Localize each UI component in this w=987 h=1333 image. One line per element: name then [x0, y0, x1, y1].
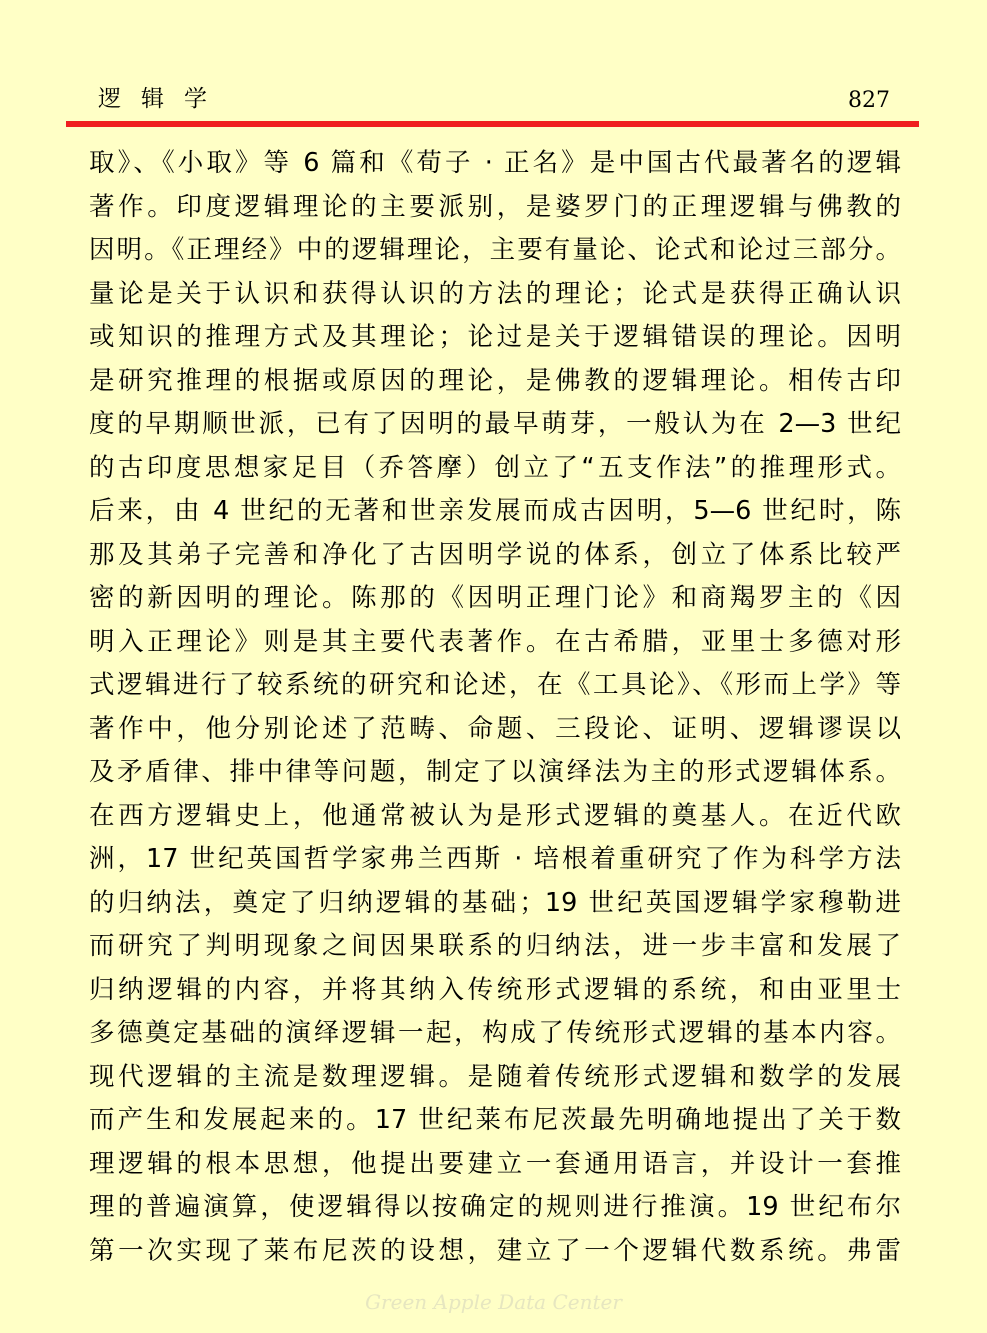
- watermark: Green Apple Data Center: [365, 1290, 622, 1314]
- text-line: 洲，17 世纪英国哲学家弗兰西斯 · 培根着重研究了作为科学方法: [89, 844, 901, 874]
- header-title: 逻辑学: [98, 86, 227, 112]
- text-line: 量论是关于认识和获得认识的方法的理论；论式是获得正确认识: [89, 278, 901, 309]
- text-line: 的归纳法，奠定了归纳逻辑的基础；19 世纪英国逻辑学家穆勒进: [89, 887, 901, 918]
- running-header: [98, 84, 890, 120]
- text-line: 及矛盾律、排中律等问题，制定了以演绎法为主的形式逻辑体系。: [89, 757, 901, 787]
- text-line: 因明。《正理经》中的逻辑理论，主要有量论、论式和论过三部分。: [89, 235, 901, 265]
- text-line: 是研究推理的根据或原因的理论，是佛教的逻辑理论。相传古印: [89, 365, 901, 396]
- text-line: 而产生和发展起来的。17 世纪莱布尼茨最先明确地提出了关于数: [89, 1105, 901, 1135]
- header-rule: [66, 121, 919, 127]
- text-line: 理逻辑的根本思想，他提出要建立一套通用语言，并设计一套推: [89, 1148, 901, 1179]
- page-number: 827: [848, 88, 890, 113]
- text-line: 式逻辑进行了较系统的研究和论述，在《工具论》、《形而上学》等: [89, 670, 901, 700]
- text-line: 现代逻辑的主流是数理逻辑。是随着传统形式逻辑和数学的发展: [89, 1061, 901, 1092]
- text-line: 后来，由 4 世纪的无著和世亲发展而成古因明，5—6 世纪时，陈: [89, 496, 901, 526]
- text-line: 第一次实现了莱布尼茨的设想，建立了一个逻辑代数系统。弗雷: [89, 1235, 901, 1266]
- text-line: 明入正理论》则是其主要代表著作。在古希腊，亚里士多德对形: [89, 626, 901, 657]
- text-line: 而研究了判明现象之间因果联系的归纳法，进一步丰富和发展了: [89, 931, 901, 961]
- text-line: 多德奠定基础的演绎逻辑一起，构成了传统形式逻辑的基本内容。: [89, 1018, 901, 1048]
- text-line: 理的普遍演算，使逻辑得以按确定的规则进行推演。19 世纪布尔: [89, 1192, 901, 1222]
- text-line: 度的早期顺世派，已有了因明的最早萌芽，一般认为在 2—3 世纪: [89, 409, 901, 439]
- body-text: [89, 145, 901, 1276]
- text-line: 那及其弟子完善和净化了古因明学说的体系，创立了体系比较严: [89, 539, 901, 570]
- text-line: 取》、《小取》等 6 篇和《荀子 · 正名》是中国古代最著名的逻辑: [89, 148, 901, 178]
- text-line: 著作中，他分别论述了范畴、命题、三段论、证明、逻辑谬误以: [89, 713, 901, 744]
- text-line: 密的新因明的理论。陈那的《因明正理门论》和商羯罗主的《因: [89, 583, 901, 613]
- text-line: 在西方逻辑史上，他通常被认为是形式逻辑的奠基人。在近代欧: [89, 800, 901, 831]
- text-line: 著作。印度逻辑理论的主要派别，是婆罗门的正理逻辑与佛教的: [89, 191, 901, 222]
- text-line: 的古印度思想家足目（乔答摩）创立了“五支作法”的推理形式。: [89, 452, 901, 483]
- text-line: 或知识的推理方式及其理论；论过是关于逻辑错误的理论。因明: [89, 322, 901, 352]
- text-line: 归纳逻辑的内容，并将其纳入传统形式逻辑的系统，和由亚里士: [89, 974, 901, 1005]
